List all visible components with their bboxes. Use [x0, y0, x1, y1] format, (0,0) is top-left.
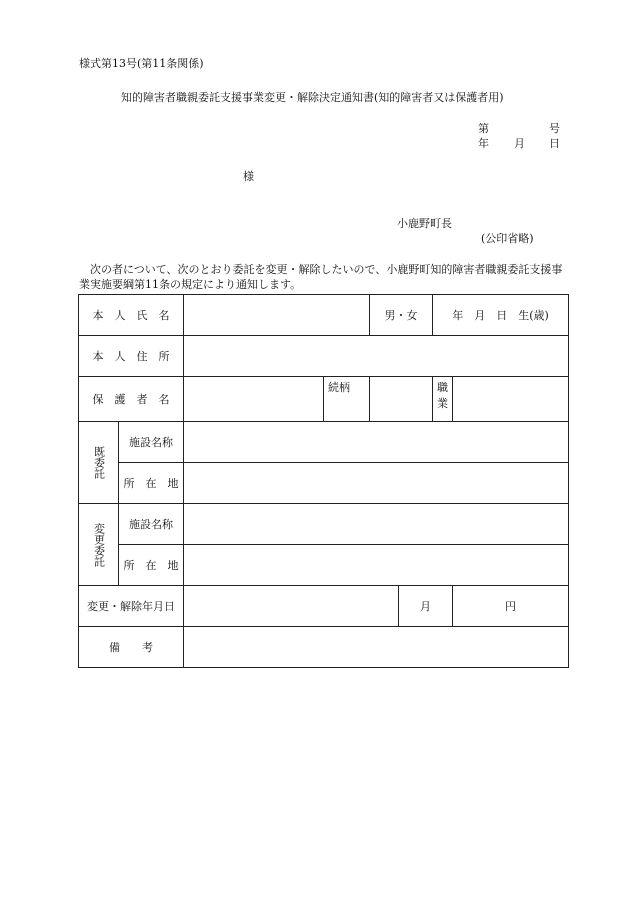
row-existing-facility	[79, 422, 569, 463]
addressee-suffix: 様	[243, 170, 254, 183]
row-guardian	[79, 377, 569, 422]
field-occupation[interactable]	[453, 377, 569, 422]
label-changed-group-text: 変更委託	[92, 522, 106, 567]
label-changed-location: 所 在 地	[119, 545, 184, 586]
field-changed-location[interactable]	[184, 545, 569, 586]
doc-number-dai: 第	[478, 122, 489, 135]
row-change-date	[79, 586, 569, 627]
field-change-date[interactable]	[184, 586, 399, 627]
date-month: 月	[514, 137, 525, 150]
field-sex: 男・女	[370, 295, 433, 336]
document-title: 知的障害者職親委託支援事業変更・解除決定通知書(知的障害者又は保護者用)	[121, 91, 504, 104]
row-changed-location	[79, 545, 569, 586]
row-person-address	[79, 336, 569, 377]
label-changed-facility-name: 施設名称	[119, 504, 184, 545]
label-occupation: 職業	[433, 377, 453, 422]
label-guardian-name: 保 護 者 名	[79, 377, 184, 422]
row-remarks	[79, 627, 569, 668]
row-person-name	[79, 295, 569, 336]
label-existing-group	[79, 422, 119, 504]
field-remarks[interactable]	[184, 627, 569, 668]
row-existing-location	[79, 463, 569, 504]
notice-body-text: 次の者について、次のとおり委託を変更・解除したいので、小鹿野町知的障害者職親委託支援事業実施要綱第11条の規定により通知します。	[79, 263, 563, 291]
form-number: 様式第13号(第11条関係)	[79, 57, 204, 70]
issuer-name: 小鹿野町長	[397, 217, 452, 230]
seal-omitted-note: (公印省略)	[481, 232, 534, 245]
field-changed-facility-name[interactable]	[184, 504, 569, 545]
label-existing-location: 所 在 地	[119, 463, 184, 504]
date-day: 日	[549, 137, 560, 150]
doc-number-go: 号	[549, 122, 560, 135]
date-year: 年	[478, 137, 489, 150]
label-person-address: 本 人 住 所	[79, 336, 184, 377]
field-existing-location[interactable]	[184, 463, 569, 504]
label-person-name: 本 人 氏 名	[79, 295, 184, 336]
label-relation: 続柄	[324, 377, 370, 422]
label-existing-facility-name: 施設名称	[119, 422, 184, 463]
field-birthdate: 年 月 日 生(歳)	[433, 295, 569, 336]
label-changed-group	[79, 504, 119, 586]
field-person-name[interactable]	[184, 295, 370, 336]
label-remarks: 備 考	[79, 627, 184, 668]
field-person-address[interactable]	[184, 336, 569, 377]
label-month: 月	[399, 586, 453, 627]
label-existing-group-text: 既委託	[92, 446, 106, 479]
label-yen: 円	[453, 586, 569, 627]
field-existing-facility-name[interactable]	[184, 422, 569, 463]
field-relation[interactable]	[370, 377, 433, 422]
notice-table	[78, 294, 569, 668]
row-changed-facility	[79, 504, 569, 545]
field-guardian-name[interactable]	[184, 377, 324, 422]
label-change-date: 変更・解除年月日	[79, 586, 184, 627]
